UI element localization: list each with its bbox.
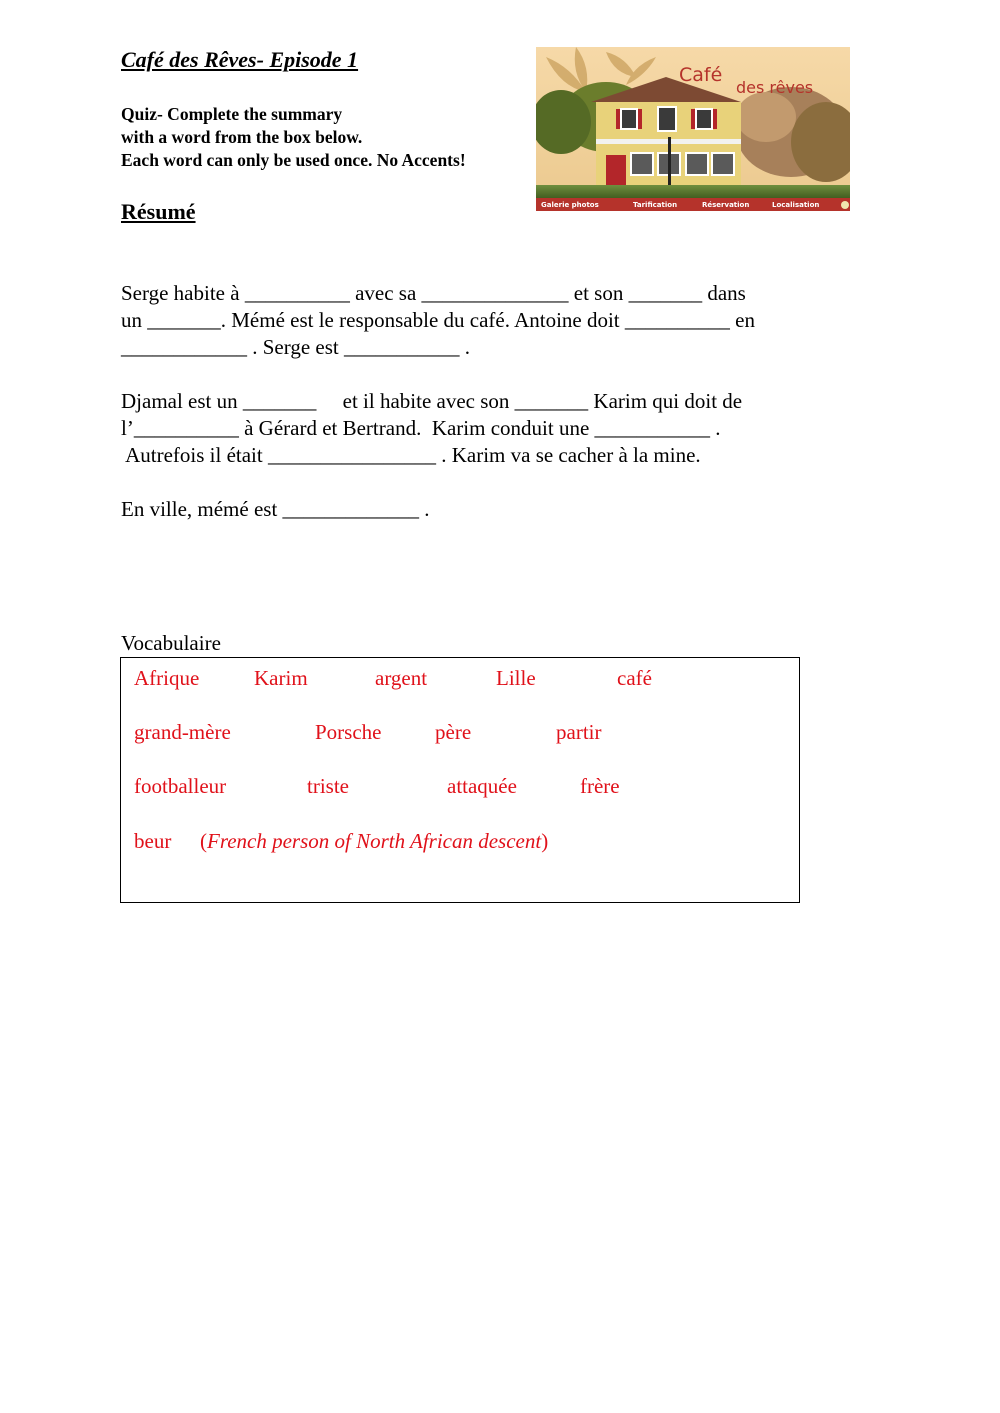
summary-line: Autrefois il était ________________ . Karim va se cacher à la mine.: [121, 443, 701, 467]
summary-paragraph-2: [121, 388, 742, 469]
summary-line: En ville, mémé est _____________ .: [121, 497, 430, 521]
vocab-word: père: [435, 720, 472, 744]
banner-brand-cafe: Café: [679, 64, 723, 86]
summary-line: ____________ . Serge est ___________ .: [121, 335, 471, 359]
vocab-word: argent: [375, 666, 428, 690]
vocab-word: café: [617, 666, 652, 690]
vocab-word: beur: [134, 829, 172, 853]
banner-nav-item: Galerie photos: [541, 201, 599, 209]
banner-nav-item: Réservation: [702, 201, 750, 209]
section-heading: Résumé: [121, 199, 196, 224]
vocab-word: frère: [580, 774, 620, 798]
vocab-gloss-text: French person of North African descent: [207, 829, 542, 853]
vocab-word: Afrique: [134, 666, 200, 690]
banner-brand-reves: des rêves: [736, 78, 814, 97]
vocab-word: grand-mère: [134, 720, 231, 744]
summary-line: un _______. Mémé est le responsable du café. Antoine doit __________ en: [121, 308, 755, 332]
summary-paragraph-1: [121, 280, 755, 361]
summary-paragraph-3: [121, 496, 430, 523]
instruction-line: with a word from the box below.: [121, 127, 363, 147]
banner-nav-item: Tarification: [633, 201, 678, 209]
vocab-word: Karim: [254, 666, 308, 690]
vocab-box: [120, 657, 800, 903]
instruction-line: Quiz- Complete the summary: [121, 104, 343, 124]
vocab-gloss: (French person of North African descent): [200, 829, 549, 853]
cafe-banner-image: [536, 47, 850, 211]
summary-line: l’__________ à Gérard et Bertrand. Karim conduit une ___________ .: [121, 416, 721, 440]
vocab-word: Lille: [496, 666, 536, 690]
vocab-word: Porsche: [315, 720, 382, 744]
summary-line: Serge habite à __________ avec sa ______________ et son _______ dans: [121, 281, 746, 305]
worksheet-title: Café des Rêves- Episode 1: [121, 47, 359, 72]
vocab-word: attaquée: [447, 774, 517, 798]
vocab-label: Vocabulaire: [121, 631, 221, 655]
summary-line: Djamal est un _______ et il habite avec son _______ Karim qui doit de: [121, 389, 743, 413]
cafe-banner-illustration: [536, 47, 850, 211]
banner-nav-item: Localisation: [772, 201, 820, 209]
vocab-word: triste: [307, 774, 349, 798]
instruction-line: Each word can only be used once. No Accents!: [121, 150, 466, 170]
vocab-word: footballeur: [134, 774, 227, 798]
vocab-word: partir: [556, 720, 602, 744]
quiz-instructions: [121, 103, 466, 172]
